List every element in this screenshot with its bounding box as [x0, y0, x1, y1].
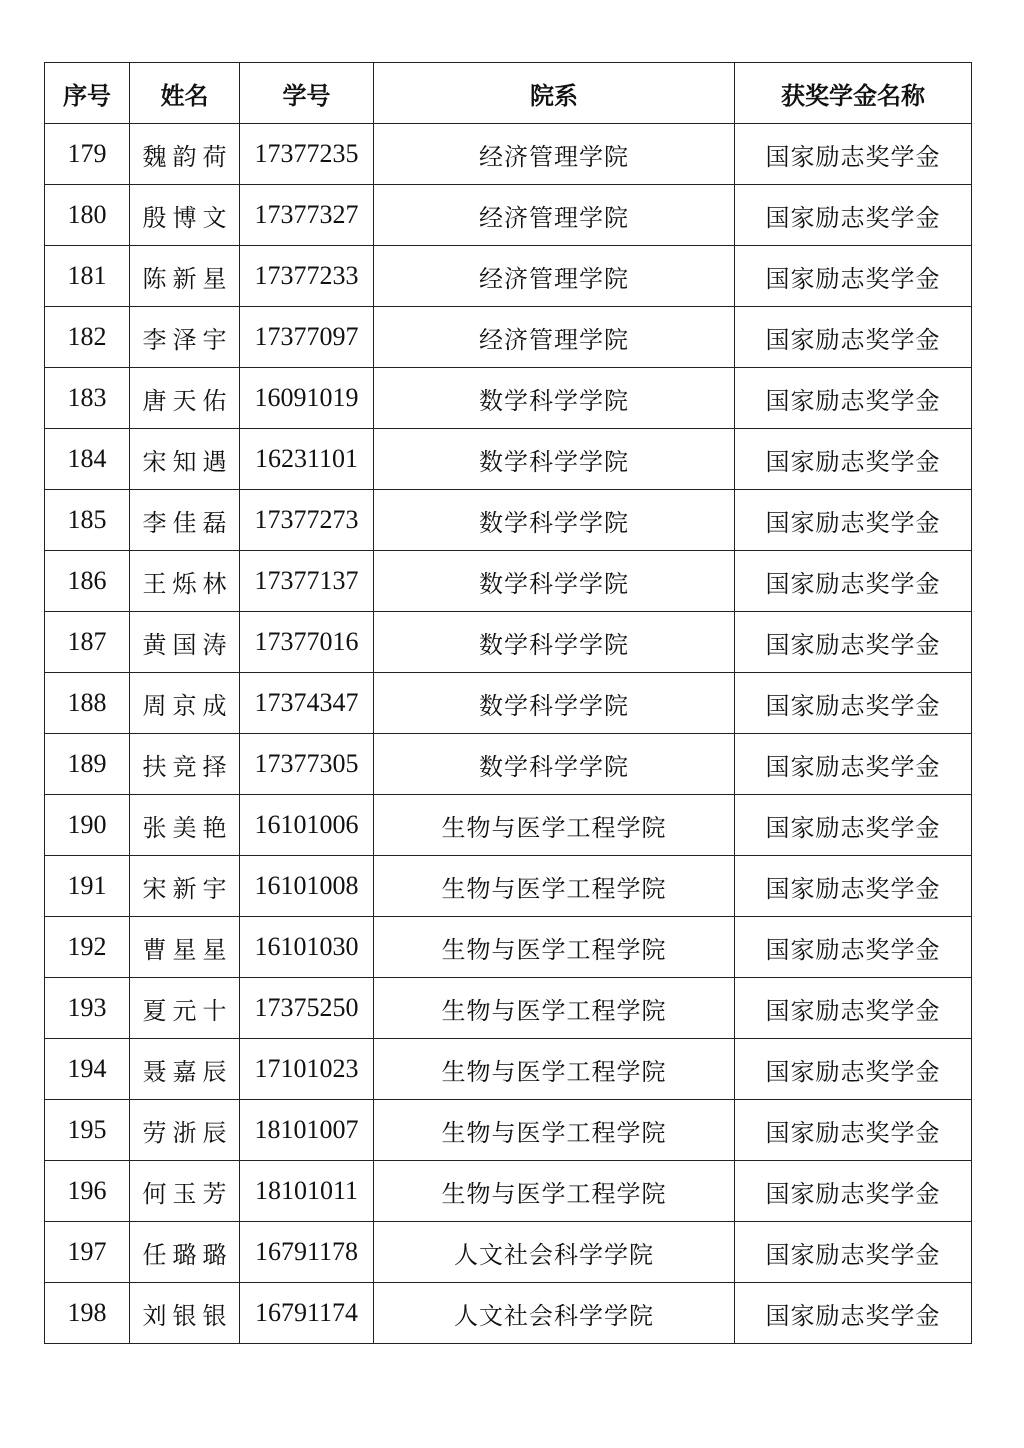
- cell-award: 国家励志奖学金: [735, 673, 972, 734]
- table-row: [45, 551, 972, 612]
- cell-department: 数学科学学院: [374, 551, 735, 612]
- cell-no: 190: [45, 795, 130, 856]
- cell-department: 经济管理学院: [374, 185, 735, 246]
- cell-department: 数学科学学院: [374, 612, 735, 673]
- cell-award: 国家励志奖学金: [735, 612, 972, 673]
- table-row: [45, 1283, 972, 1344]
- cell-student-id: 17375250: [240, 978, 374, 1039]
- cell-award: 国家励志奖学金: [735, 1039, 972, 1100]
- cell-department: 数学科学学院: [374, 368, 735, 429]
- cell-no: 197: [45, 1222, 130, 1283]
- document-page: [44, 62, 971, 1344]
- cell-no: 181: [45, 246, 130, 307]
- cell-no: 193: [45, 978, 130, 1039]
- cell-student-id: 17377305: [240, 734, 374, 795]
- header-award: 获奖学金名称: [735, 63, 972, 124]
- table-row: [45, 1100, 972, 1161]
- cell-department: 生物与医学工程学院: [374, 1039, 735, 1100]
- cell-department: 经济管理学院: [374, 307, 735, 368]
- cell-name: 魏韵荷: [130, 124, 240, 185]
- cell-award: 国家励志奖学金: [735, 1222, 972, 1283]
- cell-award: 国家励志奖学金: [735, 1100, 972, 1161]
- cell-name: 陈新星: [130, 246, 240, 307]
- cell-student-id: 17377233: [240, 246, 374, 307]
- cell-name: 张美艳: [130, 795, 240, 856]
- cell-department: 人文社会科学学院: [374, 1222, 735, 1283]
- cell-no: 179: [45, 124, 130, 185]
- cell-student-id: 16091019: [240, 368, 374, 429]
- cell-name: 曹星星: [130, 917, 240, 978]
- header-row: [45, 63, 972, 124]
- cell-student-id: 17377327: [240, 185, 374, 246]
- cell-name: 李泽宇: [130, 307, 240, 368]
- cell-award: 国家励志奖学金: [735, 124, 972, 185]
- cell-department: 生物与医学工程学院: [374, 978, 735, 1039]
- cell-award: 国家励志奖学金: [735, 307, 972, 368]
- cell-name: 宋新宇: [130, 856, 240, 917]
- table-row: [45, 1039, 972, 1100]
- cell-name: 任璐璐: [130, 1222, 240, 1283]
- table-row: [45, 429, 972, 490]
- table-row: [45, 1161, 972, 1222]
- cell-no: 194: [45, 1039, 130, 1100]
- cell-award: 国家励志奖学金: [735, 551, 972, 612]
- header-student-id: 学号: [240, 63, 374, 124]
- table-body: [45, 124, 972, 1344]
- table-row: [45, 1222, 972, 1283]
- cell-student-id: 16791174: [240, 1283, 374, 1344]
- header-name: 姓名: [130, 63, 240, 124]
- cell-department: 生物与医学工程学院: [374, 1100, 735, 1161]
- table-row: [45, 795, 972, 856]
- cell-student-id: 17377235: [240, 124, 374, 185]
- cell-department: 数学科学学院: [374, 734, 735, 795]
- table-row: [45, 368, 972, 429]
- cell-no: 187: [45, 612, 130, 673]
- cell-department: 生物与医学工程学院: [374, 917, 735, 978]
- scholarship-table: [44, 62, 972, 1344]
- table-row: [45, 917, 972, 978]
- cell-award: 国家励志奖学金: [735, 795, 972, 856]
- cell-department: 数学科学学院: [374, 673, 735, 734]
- cell-student-id: 17374347: [240, 673, 374, 734]
- cell-name: 何玉芳: [130, 1161, 240, 1222]
- cell-award: 国家励志奖学金: [735, 185, 972, 246]
- cell-no: 196: [45, 1161, 130, 1222]
- table-row: [45, 612, 972, 673]
- table-row: [45, 307, 972, 368]
- cell-department: 经济管理学院: [374, 246, 735, 307]
- cell-award: 国家励志奖学金: [735, 490, 972, 551]
- cell-award: 国家励志奖学金: [735, 917, 972, 978]
- cell-no: 183: [45, 368, 130, 429]
- cell-no: 198: [45, 1283, 130, 1344]
- cell-student-id: 18101011: [240, 1161, 374, 1222]
- cell-no: 182: [45, 307, 130, 368]
- cell-name: 刘银银: [130, 1283, 240, 1344]
- cell-name: 扶竞择: [130, 734, 240, 795]
- cell-student-id: 18101007: [240, 1100, 374, 1161]
- table-row: [45, 734, 972, 795]
- cell-no: 189: [45, 734, 130, 795]
- table-row: [45, 856, 972, 917]
- cell-name: 王烁林: [130, 551, 240, 612]
- cell-award: 国家励志奖学金: [735, 734, 972, 795]
- table-row: [45, 185, 972, 246]
- cell-no: 188: [45, 673, 130, 734]
- cell-award: 国家励志奖学金: [735, 246, 972, 307]
- cell-no: 184: [45, 429, 130, 490]
- cell-award: 国家励志奖学金: [735, 429, 972, 490]
- cell-student-id: 16101006: [240, 795, 374, 856]
- cell-student-id: 16101030: [240, 917, 374, 978]
- cell-student-id: 17377273: [240, 490, 374, 551]
- cell-student-id: 16231101: [240, 429, 374, 490]
- table-row: [45, 490, 972, 551]
- cell-department: 生物与医学工程学院: [374, 1161, 735, 1222]
- cell-department: 数学科学学院: [374, 490, 735, 551]
- cell-no: 185: [45, 490, 130, 551]
- cell-award: 国家励志奖学金: [735, 856, 972, 917]
- cell-no: 180: [45, 185, 130, 246]
- cell-name: 殷博文: [130, 185, 240, 246]
- cell-award: 国家励志奖学金: [735, 1161, 972, 1222]
- cell-no: 186: [45, 551, 130, 612]
- cell-student-id: 16101008: [240, 856, 374, 917]
- table-row: [45, 978, 972, 1039]
- cell-student-id: 16791178: [240, 1222, 374, 1283]
- cell-name: 黄国涛: [130, 612, 240, 673]
- cell-award: 国家励志奖学金: [735, 978, 972, 1039]
- cell-name: 聂嘉辰: [130, 1039, 240, 1100]
- cell-student-id: 17377137: [240, 551, 374, 612]
- cell-student-id: 17101023: [240, 1039, 374, 1100]
- cell-department: 人文社会科学学院: [374, 1283, 735, 1344]
- cell-award: 国家励志奖学金: [735, 1283, 972, 1344]
- cell-no: 195: [45, 1100, 130, 1161]
- cell-name: 宋知遇: [130, 429, 240, 490]
- table-header: [45, 63, 972, 124]
- cell-name: 夏元十: [130, 978, 240, 1039]
- cell-name: 唐天佑: [130, 368, 240, 429]
- table-row: [45, 673, 972, 734]
- table-row: [45, 246, 972, 307]
- cell-department: 经济管理学院: [374, 124, 735, 185]
- cell-no: 192: [45, 917, 130, 978]
- header-no: 序号: [45, 63, 130, 124]
- table-row: [45, 124, 972, 185]
- cell-department: 数学科学学院: [374, 429, 735, 490]
- cell-name: 李佳磊: [130, 490, 240, 551]
- header-department: 院系: [374, 63, 735, 124]
- cell-department: 生物与医学工程学院: [374, 795, 735, 856]
- cell-name: 周京成: [130, 673, 240, 734]
- cell-department: 生物与医学工程学院: [374, 856, 735, 917]
- cell-no: 191: [45, 856, 130, 917]
- cell-student-id: 17377097: [240, 307, 374, 368]
- cell-name: 劳浙辰: [130, 1100, 240, 1161]
- cell-award: 国家励志奖学金: [735, 368, 972, 429]
- cell-student-id: 17377016: [240, 612, 374, 673]
